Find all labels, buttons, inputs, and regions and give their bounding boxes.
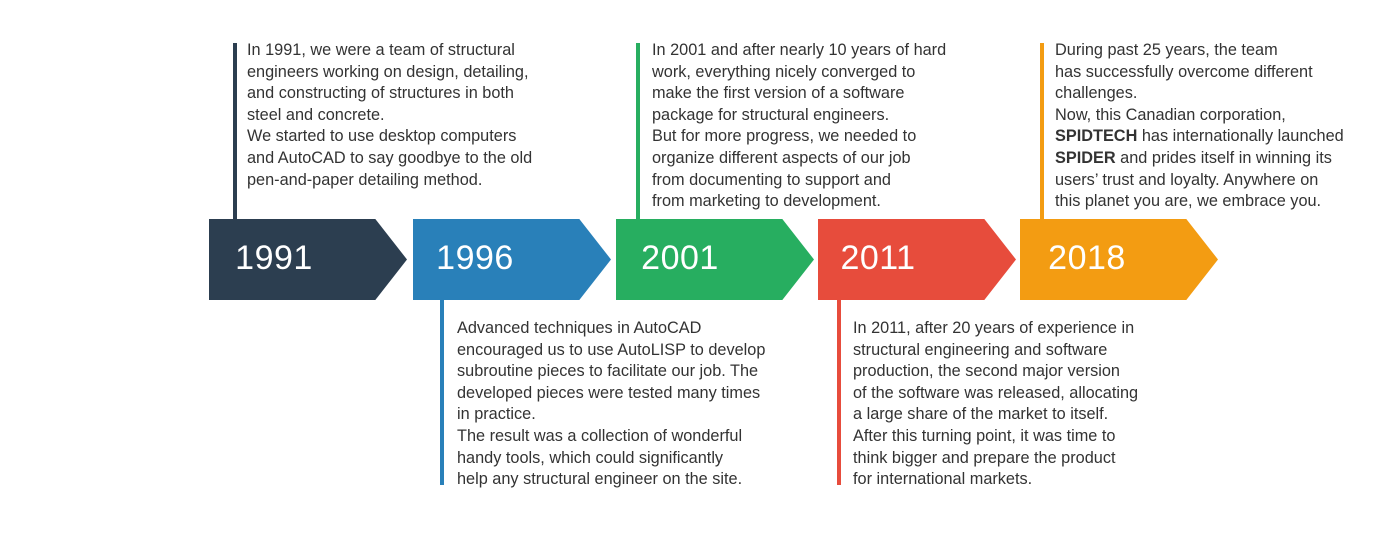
- connector-line-2001: [636, 43, 640, 219]
- milestone-text-2001: In 2001 and after nearly 10 years of hard work, everything nicely converged to make the first version of a software package for structural engineers. But for more progress, we needed to organize different aspects of our job from documenting to support and from marketing to development.: [652, 41, 947, 211]
- connector-line-1996: [440, 300, 444, 485]
- milestone-text-1996: Advanced techniques in AutoCAD encouraged us to use AutoLISP to develop subroutine pieces to facilitate our job. The developed pieces were tested many times in practice. The result was a collection of wonderful handy tools, which could significantly help any structural engineer on the site.: [457, 319, 766, 489]
- milestone-text-2018: [1055, 40, 1375, 213]
- milestone-text-2018-part-a: During past 25 years, the team has successfully overcome different challenges. Now, this Canadian corporation,: [1055, 41, 1313, 124]
- year-label-2018: 2018: [1048, 239, 1126, 277]
- milestone-text-1991: In 1991, we were a team of structural engineers working on design, detailing, and constructing of structures in both steel and concrete. We started to use desktop computers and AutoCAD to say goodbye to the old pen-and-paper detailing method.: [247, 41, 533, 189]
- milestone-text-2011: In 2011, after 20 years of experience in structural engineering and software production, the second major version of the software was released, allocating a large share of the market to itself. After this turning point, it was time to think bigger and prepare the product for international markets.: [853, 319, 1139, 489]
- connector-line-1991: [233, 43, 237, 219]
- milestone-text-2018-part-c: and prides itself in winning its users’ trust and loyalty. Anywhere on this planet you are, we embrace you.: [1055, 148, 1332, 211]
- company-name-bold: SPIDTECH: [1055, 127, 1138, 146]
- connector-line-2011: [837, 300, 841, 485]
- year-label-1991: 1991: [235, 239, 313, 277]
- year-label-2001: 2001: [641, 239, 719, 277]
- year-label-1996: 1996: [436, 239, 514, 277]
- year-label-2011: 2011: [840, 239, 916, 277]
- product-name-bold: SPIDER: [1055, 148, 1116, 167]
- connector-line-2018: [1040, 43, 1044, 219]
- milestone-text-2018-part-b: has internationally launched: [1141, 127, 1344, 146]
